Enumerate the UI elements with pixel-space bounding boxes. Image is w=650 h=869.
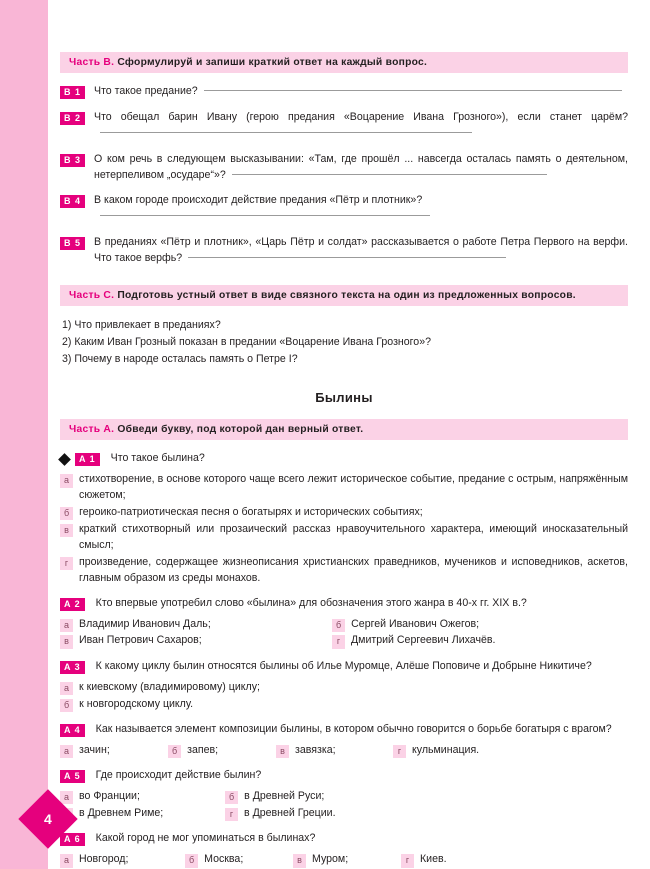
option-a5-b[interactable] [225,789,505,805]
question-text-b2: Что обещал барин Ивану (герою предания «Воцарение Ивана Грозного»), если станет царём? [94,110,628,123]
option-text: Иван Петрович Сахаров; [79,634,202,647]
question-row [60,152,628,184]
option-text: Киев. [420,853,447,866]
question-text-a2: Кто впервые употребил слово «былина» для обозначения этого жанра в 40-х гг. XIX в.? [95,596,527,609]
option-text: героико-патриотическая песня о богатырях и исторических событиях; [79,506,423,519]
option-a1-g[interactable] [60,555,628,587]
option-a1-v[interactable] [60,522,628,554]
question-badge-b3: B 3 [60,154,85,167]
option-a3-a[interactable] [60,680,628,696]
section-title: Былины [315,390,373,406]
answer-line[interactable] [232,174,547,175]
question-text-a3: К какому циклу былин относятся былины об Илье Муромце, Алёше Поповиче и Добрыне Никитиче? [95,660,592,673]
option-column-right [332,617,612,651]
option-a2-g[interactable] [332,633,612,649]
question-badge-b1: B 1 [60,86,85,99]
option-a1-b[interactable] [60,505,628,521]
option-letter: в [293,854,306,867]
option-a4-a[interactable] [60,743,168,759]
option-text: Москва; [204,853,244,866]
options-a4 [60,743,628,759]
option-columns [60,617,628,651]
part-b-label: Часть B. [69,57,115,68]
option-letter: г [332,635,345,648]
option-a2-v[interactable] [60,633,332,649]
part-c-header [60,285,628,306]
question-text-b4: В каком городе происходит действие предания «Пётр и плотник»? [94,194,423,207]
part-a-label: Часть A. [69,424,115,436]
option-a6-v[interactable] [293,852,401,868]
question-text-b1: Что такое предание? [94,85,198,97]
option-text: Дмитрий Сергеевич Лихачёв. [351,634,496,647]
options-a3 [60,680,628,713]
option-column-left [60,789,225,823]
option-a5-a[interactable] [60,789,225,805]
option-letter: г [393,745,406,758]
option-letter: а [60,854,73,867]
option-letter: в [60,524,73,537]
part-c-instruction: Подготовь устный ответ в виде связного текста на один из предложенных вопросов. [117,290,576,302]
option-text: в Древнем Риме; [79,806,164,819]
question-body-b2 [94,110,628,142]
option-text: Сергей Иванович Ожегов; [351,617,480,630]
option-letter: б [168,745,181,758]
option-letter: б [225,791,238,804]
option-a6-g[interactable] [401,852,521,868]
option-letter: б [60,507,73,520]
option-a2-b[interactable] [332,617,612,633]
option-a1-a[interactable] [60,472,628,504]
question-text-a5: Где происходит действие былин? [95,768,262,781]
option-text: в Древней Руси; [244,789,325,802]
option-letter: а [60,745,73,758]
question-row [60,768,628,784]
option-a5-g[interactable] [225,806,505,822]
part-a-header [60,419,628,440]
option-letter: б [185,854,198,867]
option-a3-b[interactable] [60,697,628,713]
list-item: 3) Почему в народе осталась память о Петре I? [62,353,298,366]
question-row [60,722,628,738]
question-body-b5 [94,235,628,267]
option-a4-v[interactable] [276,743,393,759]
question-row [60,110,628,142]
part-c-label: Часть С. [69,290,115,302]
question-row [60,451,628,467]
option-a2-a[interactable] [60,617,332,633]
question-row [60,193,628,225]
option-a4-b[interactable] [168,743,276,759]
option-text: произведение, содержащее жизнеописания христианских праведников, мучеников и исповедников, аскетов, главным образом из среды монахов. [79,555,628,584]
options-a1 [60,472,628,586]
option-text: к новгородскому циклу. [79,698,194,711]
part-b-instruction: Сформулируй и запиши краткий ответ на каждый вопрос. [117,57,428,68]
option-text: во Франции; [79,789,140,802]
option-text: зачин; [79,743,110,756]
options-a5 [60,789,628,823]
option-text: краткий стихотворный или прозаический рассказ нравоучительного характера, имеющий иносказательный смысл; [79,523,628,551]
option-inline-row [60,743,628,759]
answer-line[interactable] [100,132,472,133]
question-badge-b2: B 2 [60,112,85,125]
question-text-a6: Какой город не мог упоминаться в былинах? [95,832,316,845]
option-letter: в [276,745,289,758]
question-badge-a2: A 2 [60,598,85,611]
option-a4-g[interactable] [393,743,513,759]
option-letter: б [60,699,73,712]
question-row [60,596,628,612]
option-letter: а [60,474,73,487]
question-row [60,831,628,847]
option-text: стихотворение, в основе которого чаще всего лежит историческое событие, предание с острым, напряжённым сюжетом; [79,473,628,502]
list-item: 2) Каким Иван Грозный показан в предании «Воцарение Ивана Грозного»? [62,336,431,349]
question-text-a4: Как называется элемент композиции былины, в котором обычно говорится о борьбе богатыря с врагом? [95,722,612,735]
option-text: к киевскому (владимировому) циклу; [79,681,260,694]
list-item: 1) Что привлекает в преданиях? [62,319,221,332]
option-a6-a[interactable] [60,852,185,868]
part-a-instruction: Обведи букву, под которой дан верный ответ. [117,424,364,436]
question-row [60,235,628,267]
decorative-left-band [0,0,48,869]
diamond-marker-icon [58,454,71,467]
option-letter: в [60,635,73,648]
option-text: Муром; [312,853,349,866]
option-letter: б [332,619,345,632]
option-column-right [225,789,505,823]
option-column-left [60,617,332,651]
option-text: запев; [187,743,219,756]
option-letter: а [60,791,73,804]
option-text: Владимир Иванович Даль; [79,617,211,630]
option-text: в Древней Греции. [244,806,336,819]
question-badge-a3: A 3 [60,661,85,674]
question-body-b3 [94,152,628,184]
options-a2 [60,617,628,651]
option-letter: а [60,619,73,632]
part-c-list [62,317,628,368]
question-text-b5: В преданиях «Пётр и плотник», «Царь Пётр и солдат» рассказывается о работе Петра Первого на верфи. Что такое верфь? [94,236,628,265]
question-badge-a1: A 1 [75,453,100,466]
question-row [60,84,628,100]
worksheet-page [48,0,650,869]
question-badge-a6: A 6 [60,833,85,846]
question-badge-a4: A 4 [60,724,85,737]
option-text: кульминация. [412,743,480,756]
answer-line[interactable] [204,90,622,91]
option-text: завязка; [295,743,336,756]
question-badge-b5: B 5 [60,237,85,250]
answer-line[interactable] [188,257,506,258]
option-inline-row [60,852,628,868]
option-columns [60,789,628,823]
option-letter: г [60,557,73,570]
page-number: 4 [44,810,52,827]
question-text-a1: Что такое былина? [110,452,205,465]
part-b-header [60,52,628,73]
question-badge-a5: A 5 [60,770,85,783]
question-row [60,659,628,675]
answer-line[interactable] [100,215,430,216]
option-text: Новгород; [79,853,129,866]
question-body-b4 [94,193,628,225]
question-body-b1 [94,84,628,100]
question-badge-b4: B 4 [60,195,85,208]
option-letter: г [225,808,238,821]
option-letter: а [60,682,73,695]
option-a5-v[interactable] [60,806,225,822]
option-letter: г [401,854,414,867]
question-text-b3: О ком речь в следующем высказывании: «Там, где прошёл ... навсегда осталась память о деятельном, нетерпеливом „осударе“»? [94,152,628,181]
options-a6 [60,852,628,868]
option-a6-b[interactable] [185,852,293,868]
